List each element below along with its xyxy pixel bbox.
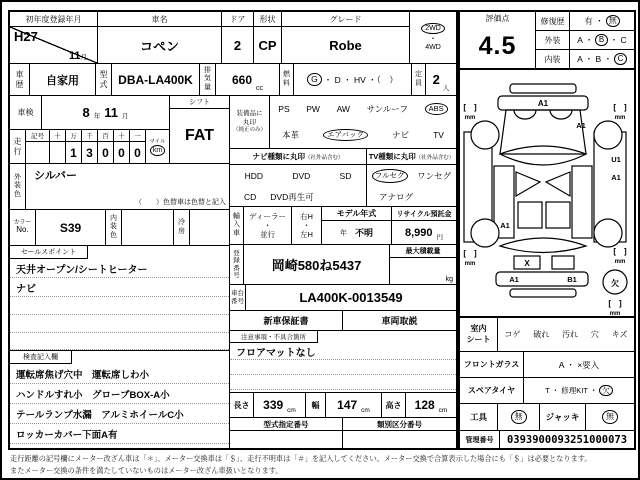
type-designation-value — [230, 431, 343, 448]
grade-value: Robe — [329, 37, 362, 53]
spare-tire-label: スペアタイヤ — [460, 378, 524, 403]
interior-color-label: 内装色 — [106, 210, 122, 245]
height-value: 128 cm — [414, 398, 448, 414]
score-cell — [460, 12, 536, 68]
exterior-color-row — [10, 164, 229, 210]
exterior-grade-label: 外装 — [536, 31, 570, 49]
length-label: 長さ — [230, 393, 254, 417]
inspector-line: テールランプ水漏 アルミホイールC小 — [10, 404, 229, 424]
color-change-note: （ ）色替車は色替と記入 — [135, 199, 226, 206]
dot: ・ — [429, 34, 437, 44]
mileage-digit: 0 — [134, 145, 141, 160]
footer-line-2: またメーター交換の条件を満たしていないものはメーター改ざん車扱いとなります。 — [10, 466, 283, 475]
score-value: 4.5 — [478, 32, 517, 60]
sales-point-line: ナビ — [10, 278, 229, 297]
mark-right-side-a1: A1 — [611, 173, 621, 182]
shape-label: 形状 — [254, 12, 281, 27]
max-load-cell: 最大積載量 kg — [390, 245, 456, 284]
equipment-row — [230, 96, 456, 149]
nav-dvd: DVD — [292, 171, 311, 181]
equip-tv: TV — [433, 130, 444, 140]
import-label: 輸入車 — [230, 207, 244, 244]
mark-front-bumper: A1 — [537, 99, 549, 108]
mileage-digit: 3 — [86, 145, 93, 160]
mileage-col: 十 — [50, 130, 65, 142]
nav-cd: CD — [244, 191, 257, 202]
fuel-value — [294, 64, 412, 95]
footer-notes — [10, 454, 638, 476]
right-panel — [458, 10, 636, 450]
mm-unit: mm — [614, 259, 626, 265]
mark-right-side-u1: U1 — [611, 155, 621, 164]
interior-grade-label: 内装 — [536, 50, 570, 68]
exterior-color-value: シルバー — [34, 170, 77, 182]
spare-tire-row — [460, 378, 634, 404]
classification-label: 類別区分番号 — [377, 419, 422, 429]
interior-color-value — [122, 210, 174, 245]
seat-row — [460, 318, 634, 352]
equip-aw: AW — [336, 104, 350, 114]
history-value: 自家用 — [30, 64, 96, 95]
windshield-label: フロントガラス — [460, 352, 524, 377]
reg-date-value: H27 — [14, 29, 38, 44]
mileage-sign — [26, 142, 49, 163]
row-spec — [10, 64, 456, 96]
mileage-digit: 0 — [102, 145, 109, 160]
exterior-color-label: 外装色 — [10, 164, 26, 209]
mgmt-number: 0393900093251000073 — [506, 433, 628, 446]
inspector-line: 運転席焦げ穴中 運転席しわ小 — [10, 364, 229, 384]
repair-history-row: 修復歴 有 ・ 無 — [536, 12, 634, 31]
tread-bracket: [ ] — [463, 103, 477, 112]
seat-label: 室内 シート — [460, 318, 498, 351]
equipment-label: 装備品に 丸印 （純正のみ） — [230, 96, 270, 148]
history-label: 車歴 — [10, 64, 30, 95]
type-number-row — [230, 418, 456, 448]
equip-sunroof: サンルーフ — [366, 104, 409, 114]
shift-label: シフト — [170, 96, 229, 109]
registration-label: 登録番号 — [230, 245, 244, 284]
mileage-digit: 0 — [118, 145, 125, 160]
spare-missing-circled: 欠 — [599, 385, 613, 397]
color-no-value: S39 — [36, 210, 106, 245]
mileage-col: 万 — [66, 130, 81, 142]
tv-fullseg-circled: フルセグ — [372, 169, 408, 183]
displacement-value: 660 cc — [216, 64, 280, 95]
seat-item: キズ — [611, 330, 628, 339]
tool-label: 工具 — [460, 404, 498, 430]
fuel-label: 燃料 — [280, 64, 294, 95]
mileage-col: 一 — [130, 130, 145, 142]
car-name-label: 車名 — [98, 12, 221, 27]
jack-value: 無 — [586, 404, 634, 430]
shaken-value: 8 年 11 月 — [82, 105, 129, 120]
sales-point-line-empty — [10, 333, 229, 350]
mileage-label: 走行 — [10, 130, 26, 163]
nav-dvd-play: DVD再生可 — [270, 191, 314, 202]
sales-point-line: 天井オープン/シートヒーター — [10, 259, 229, 278]
tv-type-header: TV種類に丸印 （社外品含む） — [368, 152, 455, 161]
mark-rear-panel-x: X — [524, 259, 530, 268]
mark-rear-bumper-right: B1 — [567, 275, 577, 284]
equip-leather: 本革 — [282, 130, 300, 140]
tread-bracket: [ ] — [463, 249, 477, 258]
tread-bracket: [ ] — [613, 103, 627, 112]
reg-date-month: 11月 — [68, 50, 87, 62]
score-label: 評価点 — [485, 14, 510, 23]
tread-bracket: [ ] — [613, 247, 627, 256]
mgmt-row — [460, 431, 634, 448]
mark-left-rear: A1 — [500, 221, 510, 230]
color-no-label: カラー No. — [10, 210, 36, 245]
mile-unit: マイル — [149, 138, 166, 145]
mileage-row — [10, 130, 169, 163]
inspector-line: ハンドルすれ小 グローブBOX-A小 — [10, 384, 229, 404]
docs-row — [230, 311, 456, 331]
km-unit-circled: km — [150, 145, 165, 156]
shift-value: FAT — [184, 127, 215, 144]
color-no-row — [10, 210, 229, 246]
evaluation-box — [460, 12, 634, 70]
fuel-options: ・ D ・ HV ・（ ） — [323, 74, 398, 85]
reg-date-label: 初年度登録年月 — [10, 12, 97, 27]
registration-row — [230, 245, 456, 285]
shaken-label: 車検 — [10, 96, 42, 129]
type-designation-label: 型式指定番号 — [230, 418, 343, 430]
nav-hdd: HDD — [244, 171, 264, 181]
equip-ps: PS — [278, 104, 290, 114]
grade-label: グレード — [282, 12, 409, 27]
repair-label: 修復歴 — [536, 12, 570, 30]
car-name-value: コペン — [139, 38, 179, 54]
nav-sd: SD — [339, 171, 352, 181]
seat-item: コゲ — [504, 330, 521, 339]
shape-value: CP — [258, 37, 277, 53]
mileage-col: 十 — [114, 130, 129, 142]
model-year-cell: モデル年式 年 不明 — [322, 207, 392, 244]
import-row — [230, 207, 456, 245]
drive-2wd-circled: 2WD — [421, 23, 445, 34]
mgmt-label: 管理番号 — [460, 431, 500, 448]
cooling-value — [190, 210, 229, 245]
sales-point-line-empty — [10, 297, 229, 315]
notes-section — [230, 331, 456, 392]
interior-c-circled: C — [614, 53, 627, 65]
capacity-value: 2 人 — [432, 72, 450, 92]
tv-oneseg: ワンセグ — [417, 171, 452, 181]
model-code-value: DBA-LA400K — [112, 64, 200, 95]
import-handle: 右H ・ 左H — [292, 207, 322, 244]
door-value: 2 — [233, 37, 242, 53]
seat-item: 破れ — [533, 330, 550, 339]
car-damage-diagram — [460, 70, 634, 316]
exterior-b-circled: B — [595, 34, 607, 46]
mm-unit: mm — [464, 261, 476, 267]
main-form — [8, 10, 458, 450]
shaken-row — [10, 96, 169, 130]
mm-unit: mm — [609, 311, 621, 316]
sales-points — [10, 246, 229, 350]
length-value: 339 cm — [254, 393, 306, 417]
notes-tab: 注意事項・不具合箇所 — [230, 331, 318, 343]
mm-unit: mm — [464, 115, 476, 121]
mark-rear-bumper-left: A1 — [509, 275, 519, 284]
displacement-label: 排気量 — [200, 64, 216, 95]
chassis-label: 車台番号 — [230, 285, 246, 310]
mileage-col: 千 — [82, 130, 97, 142]
registration-value: 岡崎580ね5437 — [244, 245, 390, 284]
model-code-label: 型式 — [96, 64, 112, 95]
mileage-col: 百 — [98, 130, 113, 142]
notes-line-empty — [230, 360, 456, 375]
nav-type-header: ナビ種類に丸印 （社外品含む） — [230, 149, 367, 164]
tool-jack-row — [460, 404, 634, 431]
mm-unit: mm — [614, 115, 626, 121]
tv-analog: アナログ — [379, 191, 414, 202]
spare-tire-options: T ・ 修理KIT ・ — [545, 386, 598, 395]
manual-cell: 車両取説 — [381, 316, 418, 326]
height-label: 高さ — [382, 393, 406, 417]
seat-item: 穴 — [590, 330, 599, 339]
chassis-value: LA400K-0013549 — [299, 290, 403, 305]
classification-value — [343, 431, 456, 448]
footer-line-1: 走行距離の記号欄にメーター改ざん車は「＊」、メーター交換車は「＄」、走行不明車は「＃」を記入してください。メーター交換で合算表示した場合にも「＄」は必要となります。 — [10, 454, 592, 463]
equip-navi: ナビ — [392, 130, 410, 140]
drive-4wd: 4WD — [425, 43, 441, 51]
row-vehicle — [10, 12, 456, 64]
equip-abs-circled: ABS — [425, 103, 448, 115]
sales-points-tab: セールスポイント — [10, 246, 88, 259]
warranty-cell: 新車保証書 — [230, 311, 343, 330]
capacity-label: 定員 — [412, 64, 426, 95]
equip-pw: PW — [306, 104, 320, 114]
mileage-digit — [50, 142, 65, 163]
tool-value: 無 — [498, 404, 540, 430]
width-value: 147 cm — [326, 393, 382, 417]
inspector-line: ロッカーカバー下面A有 — [10, 424, 229, 444]
interior-grade-row: 内装 A ・ B ・ C — [536, 50, 634, 68]
inspector-notes-tab: 検査記入欄 — [10, 351, 72, 364]
seat-item: 汚れ — [562, 330, 579, 339]
chassis-row — [230, 285, 456, 311]
jack-label: ジャッキ — [540, 404, 586, 430]
windshield-row — [460, 352, 634, 378]
tread-bracket: [ ] — [608, 299, 622, 308]
repair-none-circled: 無 — [606, 15, 620, 27]
mileage-sign-col: 記号 — [26, 130, 49, 142]
mileage-unit — [146, 130, 169, 163]
inspector-notes — [10, 350, 229, 448]
exterior-grade-row: 外装 A ・ B ・ C — [536, 31, 634, 50]
mileage-digit: 1 — [70, 145, 77, 160]
notes-line: フロアマットなし — [230, 343, 456, 360]
shift-cell — [170, 96, 229, 163]
recycle-cell: リサイクル預託金 8,990 円 — [392, 207, 456, 244]
cooling-label: 冷房 — [174, 210, 190, 245]
fuel-g-circled: G — [307, 73, 322, 86]
width-label: 幅 — [306, 393, 326, 417]
equip-airbag-circled: エアバック — [323, 129, 368, 141]
import-dealer: ディーラー ・ 並行 — [244, 207, 292, 244]
condition-box — [460, 316, 634, 448]
mark-right-front: A1 — [576, 121, 586, 130]
notes-line-empty — [230, 375, 456, 390]
windshield-value: A ・ ×要入 — [558, 359, 600, 370]
dimensions-row — [230, 392, 456, 418]
door-label: ドア — [222, 12, 253, 27]
mark-spare-missing: 欠 — [611, 279, 619, 288]
drive-type — [410, 12, 456, 63]
sales-point-line-empty — [10, 315, 229, 333]
